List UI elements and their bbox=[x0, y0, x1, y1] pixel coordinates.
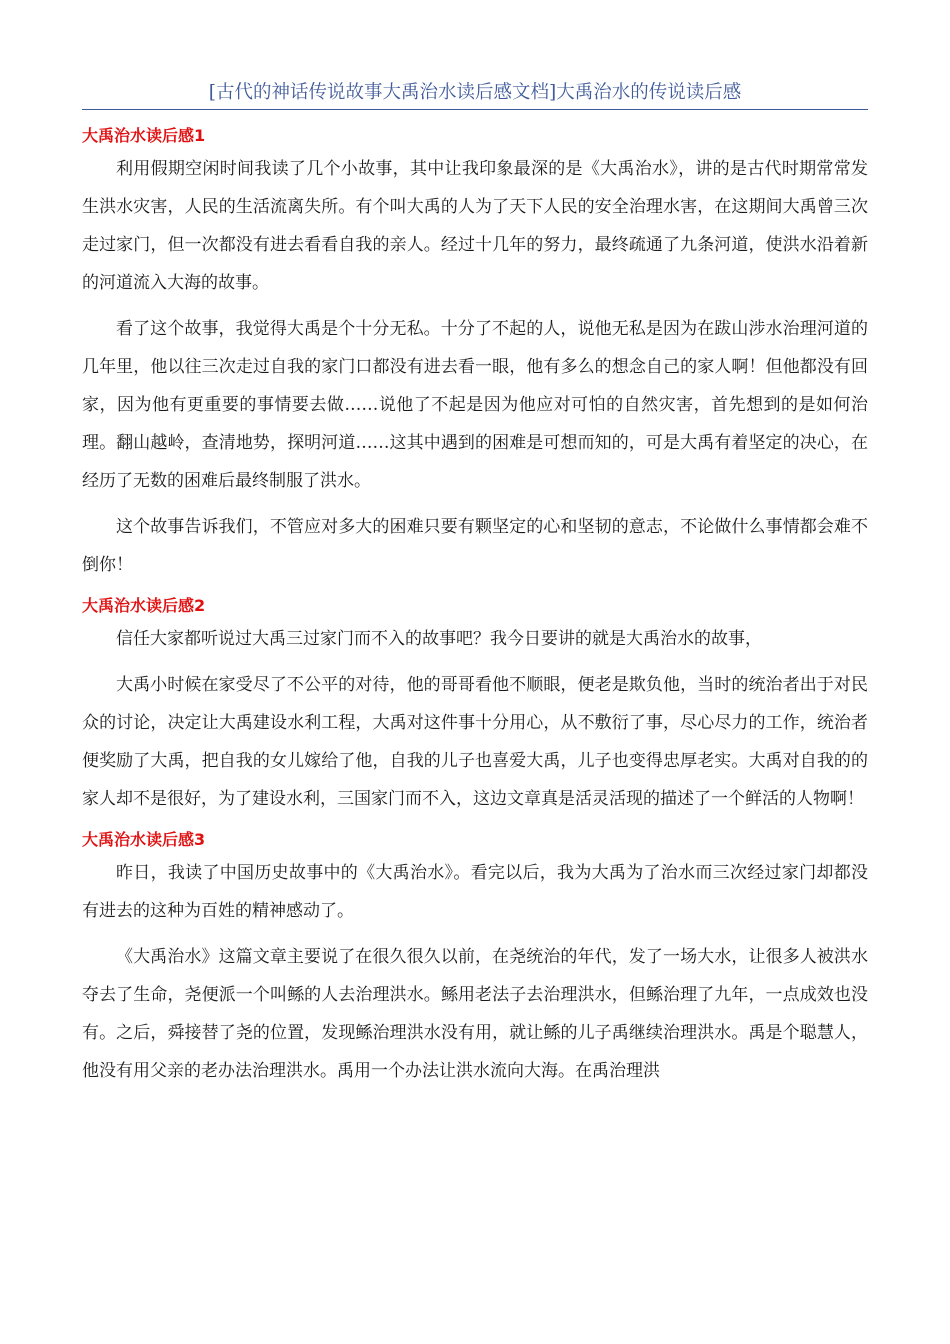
section-title: 大禹治水读后感3 bbox=[82, 830, 206, 849]
paragraph: 昨日，我读了中国历史故事中的《大禹治水》。看完以后，我为大禹为了治水而三次经过家门却都没有进去的这种为百姓的精神感动了。 bbox=[82, 863, 868, 921]
section-title: 大禹治水读后感1 bbox=[82, 126, 206, 145]
section-title: 大禹治水读后感2 bbox=[82, 596, 206, 615]
paragraph: 利用假期空闲时间我读了几个小故事，其中让我印象最深的是《大禹治水》，讲的是古代时期常常发生洪水灾害，人民的生活流离失所。有个叫大禹的人为了天下人民的安全治理水害，在这期间大禹曾三次走过家门，但一次都没有进去看看自我的亲人。经过十几年的努力，最终疏通了九条河道，使洪水沿着新的河道流入大海的故事。 bbox=[82, 159, 868, 293]
paragraph: 大禹小时候在家受尽了不公平的对待，他的哥哥看他不顺眼，便老是欺负他，当时的统治者出于对民众的讨论，决定让大禹建设水利工程，大禹对这件事十分用心，从不敷衍了事，尽心尽力的工作，统治者便奖励了大禹，把自我的女儿嫁给了他，自我的儿子也喜爱大禹，儿子也变得忠厚老实。大禹对自我的的家人却不是很好，为了建设水利，三国家门而不入，这边文章真是活灵活现的描述了一个鲜活的人物啊！ bbox=[82, 675, 868, 809]
paragraph: 信任大家都听说过大禹三过家门而不入的故事吧？我今日要讲的就是大禹治水的故事， bbox=[116, 629, 762, 649]
document-body bbox=[82, 122, 868, 1098]
paragraph: 看了这个故事，我觉得大禹是个十分无私。十分了不起的人，说他无私是因为在跋山涉水治理河道的几年里，他以往三次走过自我的家门口都没有进去看一眼，他有多么的想念自己的家人啊！但他都没有回家，因为他有更重要的事情要去做……说他了不起是因为他应对可怕的自然灾害，首先想到的是如何治理。翻山越岭，查清地势，探明河道……这其中遇到的困难是可想而知的，可是大禹有着坚定的决心，在经历了无数的困难后最终制服了洪水。 bbox=[82, 319, 868, 491]
paragraph: 《大禹治水》这篇文章主要说了在很久很久以前，在尧统治的年代，发了一场大水，让很多人被洪水夺去了生命，尧便派一个叫鲧的人去治理洪水。鲧用老法子去治理洪水，但鲧治理了九年，一点成效也没有。之后，舜接替了尧的位置，发现鲧治理洪水没有用，就让鲧的儿子禹继续治理洪水。禹是个聪慧人，他没有用父亲的老办法治理洪水。禹用一个办法让洪水流向大海。在禹治理洪 bbox=[82, 947, 868, 1081]
document-header-title: [古代的神话传说故事大禹治水读后感文档]大禹治水的传说读后感 bbox=[82, 80, 868, 110]
paragraph: 这个故事告诉我们，不管应对多大的困难只要有颗坚定的心和坚韧的意志，不论做什么事情都会难不倒你！ bbox=[82, 517, 868, 575]
